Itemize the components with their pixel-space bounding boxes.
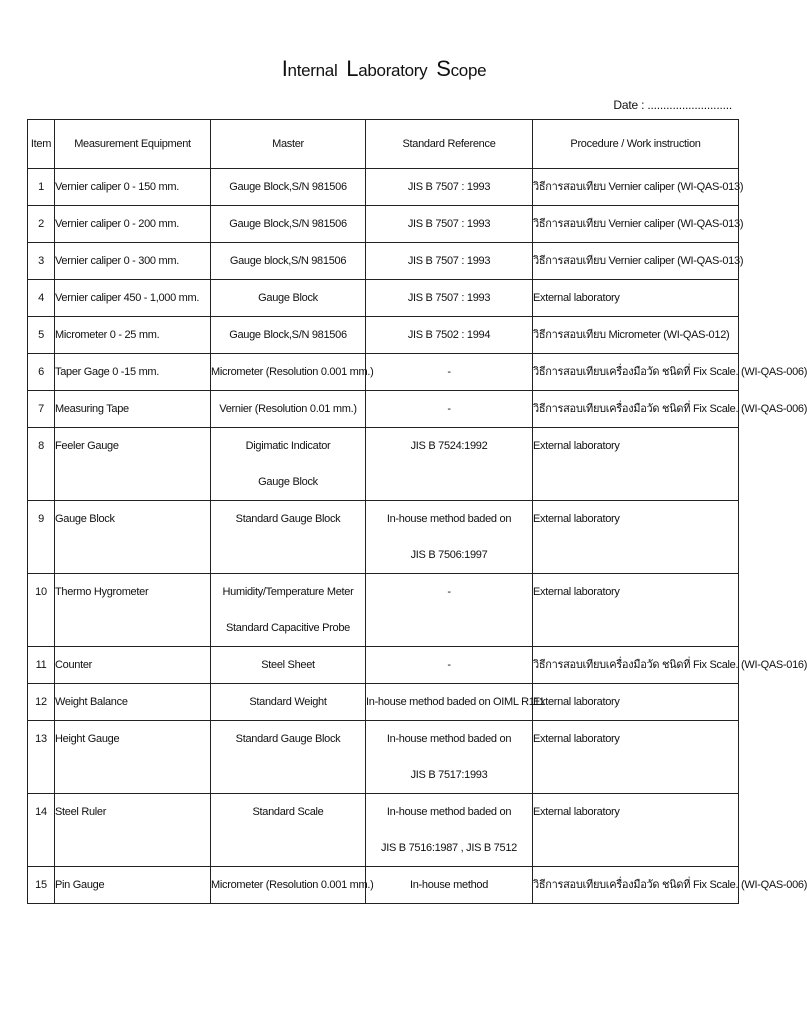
master-cell-line: Vernier (Resolution 0.01 mm.) bbox=[219, 403, 357, 415]
table-row bbox=[28, 206, 739, 243]
header-item: Item bbox=[28, 120, 55, 169]
table-row bbox=[28, 280, 739, 317]
standard-reference-cell bbox=[366, 574, 533, 647]
procedure-cell bbox=[533, 169, 744, 206]
item-number-cell bbox=[28, 206, 55, 243]
procedure-cell bbox=[533, 721, 739, 794]
item-number-cell-text: 5 bbox=[38, 329, 44, 341]
master-cell-line: Gauge Block,S/N 981506 bbox=[229, 329, 347, 341]
equipment-cell bbox=[55, 684, 211, 721]
standard-reference-cell-line: JIS B 7524:1992 bbox=[410, 440, 488, 452]
standard-reference-cell-line: JIS B 7517:1993 bbox=[410, 769, 488, 781]
table-row bbox=[28, 391, 739, 428]
procedure-cell-text: External laboratory bbox=[533, 292, 620, 304]
item-number-cell bbox=[28, 867, 55, 904]
standard-reference-cell bbox=[366, 317, 533, 354]
table-header-row bbox=[28, 120, 739, 169]
standard-reference-cell bbox=[366, 501, 533, 574]
header-master: Master bbox=[211, 120, 366, 169]
item-number-cell-text: 9 bbox=[38, 513, 44, 525]
standard-reference-cell bbox=[366, 428, 533, 501]
master-cell-line: Digimatic Indicator bbox=[245, 440, 331, 452]
equipment-cell-text: Measuring Tape bbox=[55, 403, 129, 415]
master-cell-line: Gauge Block,S/N 981506 bbox=[229, 218, 347, 230]
equipment-cell-text: Taper Gage 0 -15 mm. bbox=[55, 366, 160, 378]
item-number-cell bbox=[28, 647, 55, 684]
table-row bbox=[28, 574, 739, 647]
item-number-cell-text: 3 bbox=[38, 255, 44, 267]
master-cell bbox=[211, 867, 374, 904]
equipment-cell-text: Vernier caliper 450 - 1,000 mm. bbox=[55, 292, 200, 304]
item-number-cell-text: 12 bbox=[35, 696, 47, 708]
item-number-cell-text: 4 bbox=[38, 292, 44, 304]
standard-reference-cell-line: - bbox=[447, 659, 451, 671]
standard-reference-cell bbox=[366, 391, 533, 428]
master-cell bbox=[211, 169, 366, 206]
master-cell bbox=[211, 501, 366, 574]
master-cell bbox=[211, 206, 366, 243]
equipment-cell-text: Gauge Block bbox=[55, 513, 115, 525]
standard-reference-cell-line: JIS B 7507 : 1993 bbox=[407, 218, 491, 230]
equipment-cell bbox=[55, 647, 211, 684]
header-equipment: Measurement Equipment bbox=[55, 120, 211, 169]
header-procedure: Procedure / Work instruction bbox=[533, 120, 739, 169]
standard-reference-cell-line: In-house method baded on bbox=[386, 513, 512, 525]
equipment-cell bbox=[55, 794, 211, 867]
standard-reference-cell bbox=[366, 721, 533, 794]
item-number-cell bbox=[28, 317, 55, 354]
item-number-cell-text: 7 bbox=[38, 403, 44, 415]
document-title bbox=[0, 56, 768, 82]
procedure-cell bbox=[533, 391, 807, 428]
equipment-cell bbox=[55, 243, 211, 280]
master-cell-line: Standard Weight bbox=[249, 696, 327, 708]
title-word: cope bbox=[450, 61, 487, 80]
equipment-cell bbox=[55, 206, 211, 243]
procedure-cell-text: วิธีการสอบเทียบเครื่องมือวัด ชนิดที่ Fix Scale. (WI-QAS-016) bbox=[533, 659, 807, 671]
equipment-cell bbox=[55, 169, 211, 206]
equipment-cell bbox=[55, 574, 211, 647]
procedure-cell-text: External laboratory bbox=[533, 733, 620, 745]
item-number-cell bbox=[28, 684, 55, 721]
procedure-cell-text: วิธีการสอบเทียบ Vernier caliper (WI-QAS-013) bbox=[533, 181, 744, 193]
standard-reference-cell bbox=[366, 354, 533, 391]
header-standard: Standard Reference bbox=[366, 120, 533, 169]
standard-reference-cell bbox=[366, 280, 533, 317]
scope-table bbox=[27, 119, 807, 904]
equipment-cell-text: Thermo Hygrometer bbox=[55, 586, 149, 598]
table-body bbox=[28, 169, 807, 904]
procedure-cell bbox=[533, 574, 739, 647]
master-cell bbox=[211, 794, 366, 867]
table-row bbox=[28, 243, 739, 280]
title-initial: L bbox=[346, 56, 359, 81]
procedure-cell-text: วิธีการสอบเทียบเครื่องมือวัด ชนิดที่ Fix Scale. (WI-QAS-006) bbox=[533, 879, 807, 891]
procedure-cell bbox=[533, 501, 739, 574]
equipment-cell-text: Height Gauge bbox=[55, 733, 120, 745]
standard-reference-cell-line: In-house method baded on bbox=[386, 733, 512, 745]
table-row bbox=[28, 721, 739, 794]
item-number-cell bbox=[28, 501, 55, 574]
procedure-cell-text: วิธีการสอบเทียบเครื่องมือวัด ชนิดที่ Fix Scale. (WI-QAS-006) bbox=[533, 403, 807, 415]
item-number-cell bbox=[28, 169, 55, 206]
item-number-cell bbox=[28, 280, 55, 317]
equipment-cell bbox=[55, 428, 211, 501]
procedure-cell bbox=[533, 794, 739, 867]
procedure-cell-text: วิธีการสอบเทียบ Vernier caliper (WI-QAS-013) bbox=[533, 218, 744, 230]
equipment-cell bbox=[55, 867, 211, 904]
master-cell bbox=[211, 354, 374, 391]
master-cell bbox=[211, 391, 366, 428]
procedure-cell-text: วิธีการสอบเทียบ Vernier caliper (WI-QAS-013) bbox=[533, 255, 744, 267]
master-cell-line: Steel Sheet bbox=[261, 659, 315, 671]
standard-reference-cell-line: In-house method baded on bbox=[386, 806, 512, 818]
master-cell-line: Standard Capacitive Probe bbox=[226, 622, 350, 634]
procedure-cell-text: External laboratory bbox=[533, 586, 620, 598]
equipment-cell-text: Vernier caliper 0 - 300 mm. bbox=[55, 255, 179, 267]
equipment-cell-text: Steel Ruler bbox=[55, 806, 107, 818]
procedure-cell bbox=[533, 684, 739, 721]
title-initial: S bbox=[436, 56, 451, 81]
title-word: aboratory bbox=[358, 61, 428, 80]
procedure-cell-text: External laboratory bbox=[533, 440, 620, 452]
master-cell bbox=[211, 684, 366, 721]
table-row bbox=[28, 501, 739, 574]
procedure-cell bbox=[533, 428, 739, 501]
item-number-cell-text: 1 bbox=[38, 181, 44, 193]
standard-reference-cell bbox=[366, 169, 533, 206]
procedure-cell bbox=[533, 647, 807, 684]
table-row bbox=[28, 317, 739, 354]
table-row bbox=[28, 428, 739, 501]
equipment-cell bbox=[55, 501, 211, 574]
item-number-cell bbox=[28, 391, 55, 428]
equipment-cell bbox=[55, 721, 211, 794]
standard-reference-cell bbox=[366, 243, 533, 280]
table-row bbox=[28, 647, 739, 684]
item-number-cell bbox=[28, 794, 55, 867]
master-cell-line: Gauge Block,S/N 981506 bbox=[229, 181, 347, 193]
equipment-cell bbox=[55, 354, 211, 391]
master-cell bbox=[211, 721, 366, 794]
equipment-cell-text: Weight Balance bbox=[55, 696, 128, 708]
table-row bbox=[28, 354, 739, 391]
standard-reference-cell-line: In-house method bbox=[409, 879, 489, 891]
item-number-cell bbox=[28, 428, 55, 501]
procedure-cell bbox=[533, 354, 807, 391]
item-number-cell-text: 8 bbox=[38, 440, 44, 452]
procedure-cell bbox=[533, 206, 744, 243]
title-word: nternal bbox=[287, 61, 338, 80]
standard-reference-cell-line: JIS B 7507 : 1993 bbox=[407, 292, 491, 304]
master-cell bbox=[211, 280, 366, 317]
master-cell-line: Humidity/Temperature Meter bbox=[222, 586, 354, 598]
standard-reference-cell bbox=[366, 794, 533, 867]
date-field: Date : ........................... bbox=[613, 98, 732, 112]
master-cell-line: Standard Scale bbox=[252, 806, 324, 818]
item-number-cell-text: 14 bbox=[35, 806, 47, 818]
master-cell-line: Gauge Block bbox=[258, 476, 318, 488]
standard-reference-cell-line: JIS B 7516:1987 , JIS B 7512 bbox=[381, 842, 517, 854]
standard-reference-cell-line: - bbox=[447, 366, 451, 378]
standard-reference-cell bbox=[366, 647, 533, 684]
standard-reference-cell-line: JIS B 7507 : 1993 bbox=[407, 255, 491, 267]
standard-reference-cell-line: In-house method baded on OIML R111 bbox=[366, 696, 545, 708]
item-number-cell-text: 11 bbox=[35, 659, 47, 671]
table-row bbox=[28, 169, 739, 206]
standard-reference-cell-line: - bbox=[447, 403, 451, 415]
procedure-cell bbox=[533, 867, 807, 904]
standard-reference-cell-line: JIS B 7507 : 1993 bbox=[407, 181, 491, 193]
procedure-cell-text: วิธีการสอบเทียบเครื่องมือวัด ชนิดที่ Fix Scale. (WI-QAS-006) bbox=[533, 366, 807, 378]
equipment-cell bbox=[55, 317, 211, 354]
item-number-cell bbox=[28, 354, 55, 391]
procedure-cell-text: External laboratory bbox=[533, 696, 620, 708]
equipment-cell-text: Feeler Gauge bbox=[55, 440, 119, 452]
item-number-cell-text: 6 bbox=[38, 366, 44, 378]
procedure-cell bbox=[533, 317, 739, 354]
master-cell bbox=[211, 428, 366, 501]
equipment-cell-text: Micrometer 0 - 25 mm. bbox=[55, 329, 160, 341]
master-cell bbox=[211, 574, 366, 647]
item-number-cell-text: 2 bbox=[38, 218, 44, 230]
table-row bbox=[28, 867, 739, 904]
item-number-cell bbox=[28, 721, 55, 794]
master-cell-line: Standard Gauge Block bbox=[235, 513, 341, 525]
procedure-cell bbox=[533, 243, 744, 280]
item-number-cell bbox=[28, 243, 55, 280]
standard-reference-cell-line: - bbox=[447, 586, 451, 598]
master-cell bbox=[211, 647, 366, 684]
standard-reference-cell bbox=[366, 867, 533, 904]
item-number-cell-text: 10 bbox=[35, 586, 47, 598]
master-cell-line: Micrometer (Resolution 0.001 mm.) bbox=[211, 879, 374, 891]
item-number-cell bbox=[28, 574, 55, 647]
equipment-cell-text: Vernier caliper 0 - 150 mm. bbox=[55, 181, 179, 193]
master-cell-line: Gauge block,S/N 981506 bbox=[229, 255, 347, 267]
equipment-cell bbox=[55, 280, 211, 317]
procedure-cell-text: External laboratory bbox=[533, 806, 620, 818]
standard-reference-cell-line: JIS B 7506:1997 bbox=[410, 549, 488, 561]
equipment-cell bbox=[55, 391, 211, 428]
standard-reference-cell bbox=[366, 206, 533, 243]
procedure-cell-text: External laboratory bbox=[533, 513, 620, 525]
procedure-cell bbox=[533, 280, 739, 317]
equipment-cell-text: Pin Gauge bbox=[55, 879, 105, 891]
item-number-cell-text: 15 bbox=[35, 879, 47, 891]
title-initial: I bbox=[281, 56, 288, 81]
master-cell bbox=[211, 317, 366, 354]
standard-reference-cell-line: JIS B 7502 : 1994 bbox=[407, 329, 491, 341]
master-cell-line: Micrometer (Resolution 0.001 mm.) bbox=[211, 366, 374, 378]
master-cell-line: Standard Gauge Block bbox=[235, 733, 341, 745]
procedure-cell-text: วิธีการสอบเทียบ Micrometer (WI-QAS-012) bbox=[533, 329, 730, 341]
master-cell bbox=[211, 243, 366, 280]
item-number-cell-text: 13 bbox=[35, 733, 47, 745]
standard-reference-cell bbox=[366, 684, 545, 721]
master-cell-line: Gauge Block bbox=[258, 292, 318, 304]
table-row bbox=[28, 794, 739, 867]
table-row bbox=[28, 684, 739, 721]
equipment-cell-text: Vernier caliper 0 - 200 mm. bbox=[55, 218, 179, 230]
equipment-cell-text: Counter bbox=[55, 659, 93, 671]
